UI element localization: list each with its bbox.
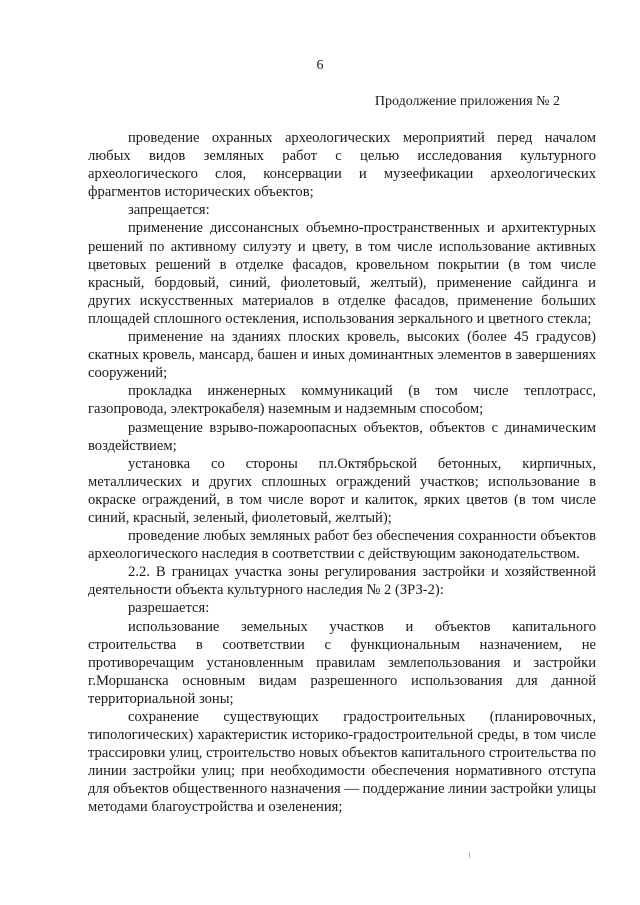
page-number: 6 (316, 58, 324, 73)
paragraph: применение на зданиях плоских кровель, высоких (более 45 градусов) скатных кровель, мансард, башен и иных доминантных элементов в завершениях сооружений; (88, 329, 596, 382)
paragraph: прокладка инженерных коммуникаций (в том числе теплотрасс, газопровода, электрокабеля) наземным и надземным способом; (88, 383, 596, 418)
paragraph: проведение охранных археологических мероприятий перед началом любых видов земляных работ с целью исследования культурного археологического слоя, консервации и музеефикации археологических фрагментов исторических объектов; (88, 130, 596, 201)
paragraph: установка со стороны пл.Октябрьской бетонных, кирпичных, металлических и других сплошных ограждений участков; использование в окраске ограждений, в том числе ворот и калиток, ярких цветов (в том числе синий, красный, зеленый, фиолетовый, желтый); (88, 455, 596, 526)
paragraph: использование земельных участков и объектов капитального строительства в соответствии с функциональным назначением, не противоречащим установленным правилам землепользования и застройки г.Моршанска основным видам разрешенного использования для данной территориальной зоны; (88, 618, 596, 707)
document-body (88, 129, 596, 817)
section-label: запрещается: (128, 202, 210, 219)
paragraph: применение диссонансных объемно-пространственных и архитектурных решений по активному силуэту и цвету, в том числе использование активных цветовых решений в отделке фасадов, кровельном покрытии (в том числе красный, бордовый, синий, фиолетовый, желтый), применение сайдинга и других искусственных материалов в отделке фасадов, применение больших площадей сплошного остекления, использования зеркального и цветного стекла; (88, 220, 596, 327)
paragraph: проведение любых земляных работ без обеспечения сохранности объектов археологического наследия в соответствии с действующим законодательством. (88, 528, 596, 563)
paragraph: сохранение существующих градостроительных (планировочных, типологических) характеристик историко-градостроительной среды, в том числе трассировки улиц, строительство новых объектов капитального строительства по линии застройки улиц; при необходимости обеспечения нормативного отступа для объектов общественного назначения — поддержание линии застройки улицы методами благоустройства и озеленения; (88, 709, 596, 816)
section-label: разрешается: (128, 600, 210, 617)
paragraph: размещение взрыво-пожароопасных объектов, объектов с динамическим воздействием; (88, 419, 596, 454)
paragraph: 2.2. В границах участка зоны регулирования застройки и хозяйственной деятельности объекта культурного наследия № 2 (ЗРЗ-2): (88, 564, 596, 599)
scan-artifact (469, 852, 470, 858)
appendix-continuation-note: Продолжение приложения № 2 (374, 94, 560, 109)
